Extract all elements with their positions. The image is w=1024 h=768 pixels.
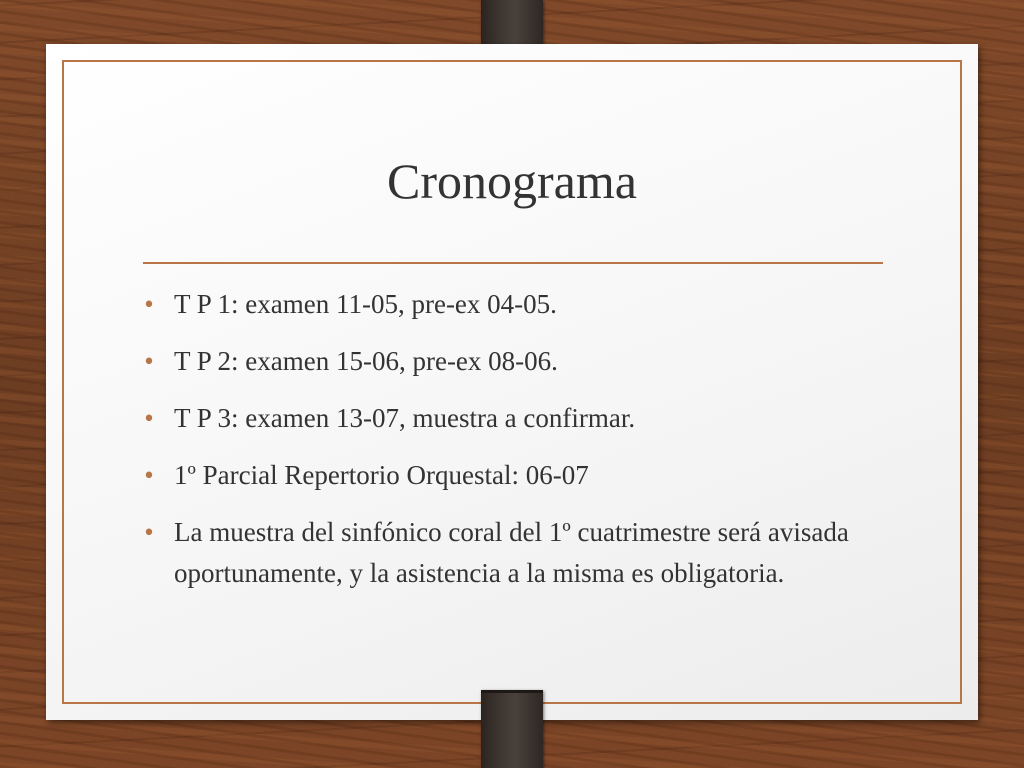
bullet-text: T P 2: examen 15-06, pre-ex 08-06.: [174, 346, 558, 376]
bullet-icon: •: [144, 460, 154, 490]
bullet-item: [140, 455, 900, 496]
title-divider: [143, 262, 883, 264]
bullet-text: 1º Parcial Repertorio Orquestal: 06-07: [174, 460, 589, 490]
bullet-icon: •: [144, 517, 154, 547]
bullet-icon: •: [144, 289, 154, 319]
bullet-icon: •: [144, 403, 154, 433]
bullet-list: [140, 284, 900, 610]
slide-title: Cronograma: [387, 153, 637, 209]
bottom-strap: [481, 690, 543, 768]
bullet-item: [140, 398, 900, 439]
bullet-text: T P 3: examen 13-07, muestra a confirmar.: [174, 403, 636, 433]
bullet-icon: •: [144, 346, 154, 376]
bullet-text: La muestra del sinfónico coral del 1º cuatrimestre será avisada oportunamente, y la asistencia a la misma es obligatoria.: [174, 517, 849, 588]
bullet-item: [140, 512, 900, 594]
bullet-item: [140, 284, 900, 325]
bullet-text: T P 1: examen 11-05, pre-ex 04-05.: [174, 289, 557, 319]
bullet-item: [140, 341, 900, 382]
